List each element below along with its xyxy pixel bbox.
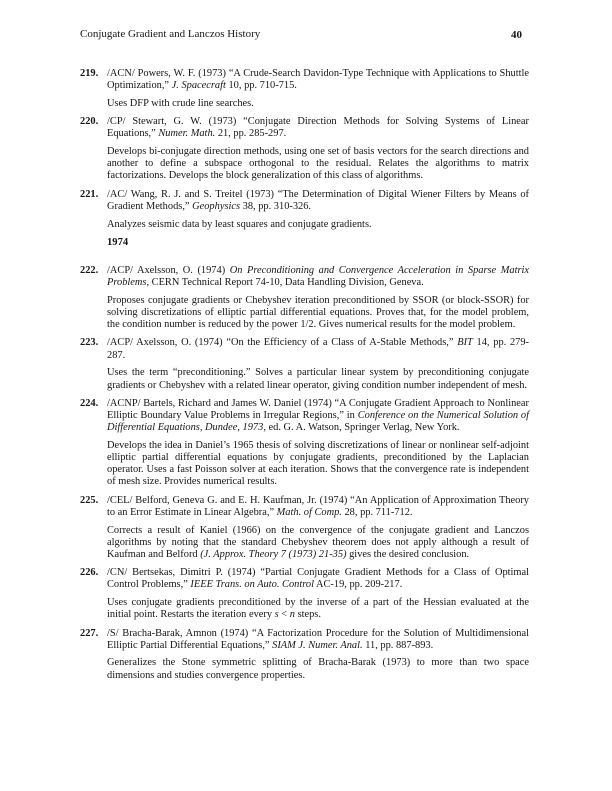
entry-annotation: Develops the idea in Daniel’s 1965 thesis of solving discretizations of linear or nonlinear self-adjoint elliptic partial differential equations by conjugate gradients, preconditioned by the Laplacian operator. Uses a fast Poisson solver at each iteration. Shows that the convergence rate is independent of mesh size. Provides numerical results.: [107, 439, 529, 488]
bibliography-entry: [80, 337, 529, 361]
text-segment: /CN/ Bertsekas, Dimitri P. (1974) “Partial Conjugate Gradient Methods for a Class of Optimal Control Problems,”: [107, 567, 529, 591]
text-segment: Uses conjugate gradients preconditioned by the inverse of a part of the Hessian evaluated at the initial point. Restarts the iteration every: [107, 597, 529, 621]
entry-number: 219.: [80, 68, 99, 79]
italic-text: (J. Approx. Theory 7 (1973) 21-35): [200, 549, 347, 560]
text-segment: Corrects a result of Kaniel (1966) on the convergence of the conjugate gradient and Lanczos algorithms by noting that the standard Chebyshev theorem does not apply although a result of Kaufman and Belford: [107, 524, 529, 560]
bibliography-list: [80, 68, 529, 688]
citation: [107, 398, 529, 433]
bibliography-entry: [80, 495, 529, 519]
bibliography-entry: [80, 567, 529, 591]
text-segment: /CP/ Stewart, G. W. (1973) “Conjugate Direction Methods for Solving Systems of Linear Equations,”: [107, 116, 529, 140]
text-segment: , ed. G. A. Watson, Springer Verlag, New York.: [263, 422, 460, 434]
text-segment: <: [278, 609, 290, 621]
italic-text: BIT: [457, 337, 473, 349]
page-number: 40: [511, 29, 522, 41]
italic-text: Conference on the Numerical Solution of Differential Equations, Dundee, 1973: [107, 409, 529, 434]
entry-annotation: Analyzes seismic data by least squares and conjugate gradients.: [107, 218, 372, 230]
text-segment: /S/ Bracha-Barak, Amnon (1974) “A Factorization Procedure for the Solution of Multidimensional Elliptic Partial Differential Equations,”: [107, 627, 529, 651]
italic-text: J. Spacecraft: [171, 80, 226, 92]
italic-text: Geophysics: [192, 200, 241, 212]
citation: [107, 567, 529, 590]
italic-text: Math. of Comp.: [276, 506, 342, 518]
italic-text: Numer. Math.: [158, 128, 216, 140]
entry-number: 220.: [80, 116, 99, 128]
text-segment: , CERN Technical Report 74-10, Data Handling Division, Geneva.: [146, 277, 424, 289]
text-segment: 21, pp. 285-297.: [215, 128, 287, 140]
citation: [107, 68, 529, 91]
text-segment: gives the desired conclusion.: [346, 549, 470, 560]
entry-annotation: Proposes conjugate gradients or Chebyshev iteration preconditioned by SSOR (or block-SSOR) for solving discretizations of elliptic partial differential equations. Proves that, for the model problem, the condition number is reduced by the power 1/2. Gives numerical results for the model problem.: [107, 294, 529, 331]
entry-number: 225.: [80, 494, 99, 506]
entry-annotation: Generalizes the Stone symmetric splitting of Bracha-Barak (1973) to more than two space dimensions and studies convergence properties.: [107, 657, 529, 681]
text-segment: 10, pp. 710-715.: [225, 80, 297, 92]
entry-annotation: Develops bi-conjugate direction methods, using one set of basis vectors for the search directions and another to define a subspace orthogonal to the residual. Relates the algorithms to matrix factorizations. Develops the block generalization of this class of algorithms.: [107, 146, 529, 182]
italic-text: n: [289, 609, 295, 621]
entry-number: 223.: [80, 337, 99, 349]
text-segment: /ACP/ Axelsson, O. (1974) “On the Efficiency of a Class of A-Stable Methods,”: [107, 337, 458, 349]
entry-number: 221.: [80, 188, 99, 200]
bibliography-entry: [80, 398, 529, 435]
bibliography-entry: [80, 116, 529, 140]
entry-annotation: [80, 525, 529, 562]
text-segment: /AC/ Wang, R. J. and S. Treitel (1973) “The Determination of Digital Wiener Filters by Means of Gradient Methods,”: [107, 188, 529, 212]
entry-number: 226.: [80, 567, 99, 579]
entry-number: 227.: [80, 627, 99, 639]
entry-annotation: Uses DFP with crude line searches.: [107, 97, 254, 109]
text-segment: /CEL/ Belford, Geneva G. and E. H. Kaufman, Jr. (1974) “An Application of Approximation Theory to an Error Estimate in Linear Algebra,”: [107, 494, 529, 518]
entry-number: 224.: [80, 397, 99, 409]
bibliography-entry: [80, 628, 529, 652]
citation: [107, 337, 529, 360]
entry-annotation: Uses the term “preconditioning.” Solves a particular linear system by preconditioning conjugate gradients or Chebyshev with a related linear operator, giving condition number independent of mesh.: [107, 367, 529, 391]
running-title: Conjugate Gradient and Lanczos History: [80, 28, 261, 40]
italic-text: On Preconditioning and Convergence Acceleration in Sparse Matrix Problems: [107, 264, 529, 289]
italic-text: IEEE Trans. on Auto. Control: [190, 579, 314, 591]
entry-annotation: [80, 597, 529, 621]
text-segment: /ACP/ Axelsson, O. (1974): [107, 264, 230, 276]
citation: [107, 628, 529, 651]
year-heading: 1974: [107, 236, 129, 248]
italic-text: s: [274, 609, 279, 621]
bibliography-entry: [80, 265, 529, 289]
text-segment: /ACN/ Powers, W. F. (1973) “A Crude-Search Davidon-Type Technique with Applications to Shuttle Optimization,”: [107, 68, 529, 92]
text-segment: AC-19, pp. 209-217.: [313, 579, 403, 591]
text-segment: 38, pp. 310-326.: [240, 200, 312, 212]
text-segment: /ACNP/ Bartels, Richard and James W. Daniel (1974) “A Conjugate Gradient Approach to Nonlinear Elliptic Boundary Value Problems in Irregular Regions,” in: [107, 397, 529, 421]
running-header: [80, 28, 522, 40]
text-segment: 11, pp. 887-893.: [362, 639, 434, 651]
citation: [107, 189, 529, 212]
italic-text: SIAM J. Numer. Anal.: [272, 639, 363, 651]
text-segment: 14, pp. 279-287.: [107, 337, 529, 361]
citation: [107, 495, 529, 518]
citation: [107, 265, 529, 288]
citation: [107, 116, 529, 139]
bibliography-entry: [80, 189, 529, 213]
text-segment: steps.: [294, 609, 321, 621]
bibliography-entry: [80, 68, 529, 92]
text-segment: 28, pp. 711-712.: [341, 506, 413, 518]
entry-number: 222.: [80, 264, 99, 276]
